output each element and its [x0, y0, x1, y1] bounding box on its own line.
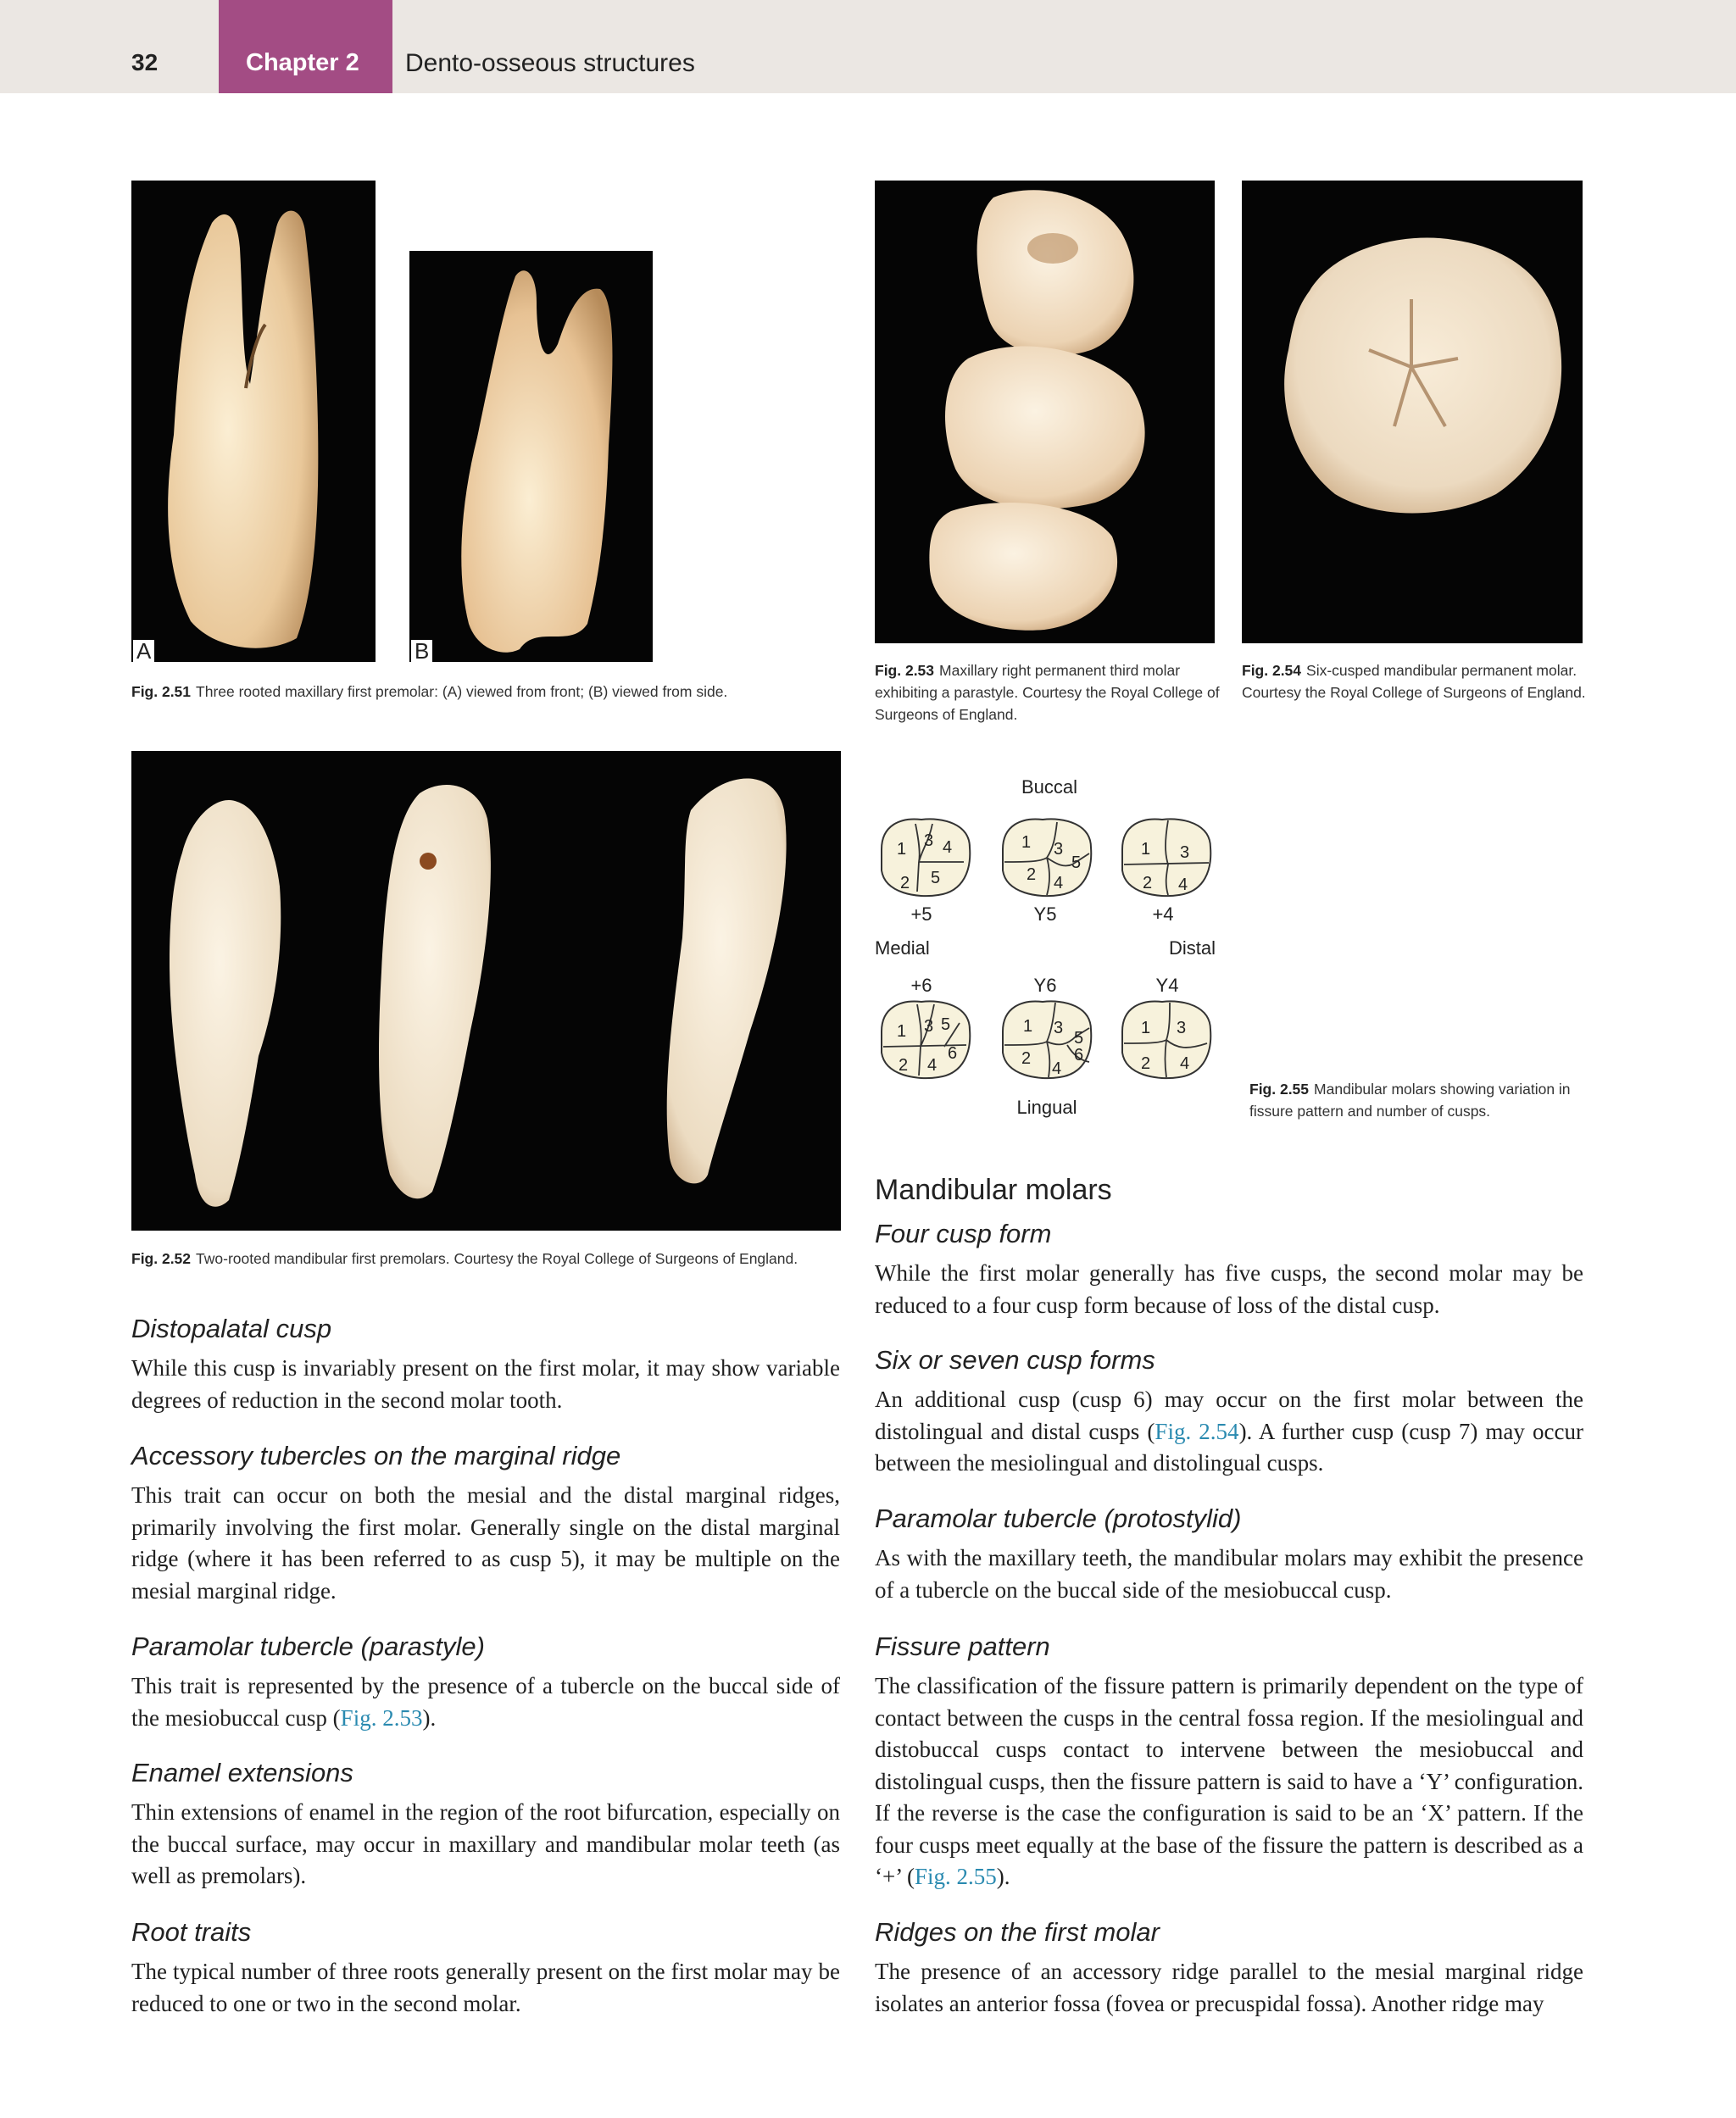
svg-text:2: 2 [899, 1056, 909, 1075]
six-cusped-molar-image [1242, 181, 1583, 643]
fig-2-54-photo [1242, 181, 1583, 643]
link-fig-2-55[interactable]: Fig. 2.55 [914, 1864, 997, 1889]
third-molar-image [875, 181, 1215, 643]
fig-2-52-caption [131, 1248, 843, 1270]
molar-diagram-plus5 [882, 819, 970, 896]
para-root-traits: The typical number of three roots generally present on the first molar may be reduced to one or two in the second molar. [131, 1959, 840, 2016]
fig-2-51-photo-b [409, 251, 653, 662]
svg-text:2: 2 [1027, 865, 1037, 884]
para-six-seven-cusp: An additional cusp (cusp 6) may occur on the first molar between the distolingual and distal cusps (Fig. 2.54). A further cusp (cusp 7) may occur between the mesiolingual and distolingual cusps. [875, 1387, 1583, 1476]
chapter-title: Dento-osseous structures [405, 49, 695, 77]
molar-diagram-y6 [1003, 1001, 1091, 1078]
pattern-label-y6: Y6 [1033, 975, 1057, 996]
svg-text:3: 3 [1054, 840, 1064, 859]
svg-text:1: 1 [1141, 840, 1151, 859]
svg-text:1: 1 [897, 840, 907, 859]
heading-accessory-tubercles: Accessory tubercles on the marginal ridge [131, 1441, 621, 1470]
molar-diagram-plus4 [1122, 819, 1210, 896]
pattern-label-y4: Y4 [1155, 975, 1179, 996]
heading-six-seven-cusp: Six or seven cusp forms [875, 1345, 1155, 1375]
running-header [0, 0, 1736, 93]
svg-text:3: 3 [1180, 843, 1190, 862]
link-fig-2-53[interactable]: Fig. 2.53 [340, 1704, 423, 1731]
heading-fissure-pattern: Fissure pattern [875, 1632, 1050, 1661]
svg-text:5: 5 [1074, 1029, 1084, 1048]
para-parastyle: This trait is represented by the presence of a tubercle on the buccal side of the mesiobuccal cusp (Fig. 2.53). [131, 1673, 840, 1731]
fig-2-52-caption-text: Two-rooted mandibular first premolars. Courtesy the Royal College of Surgeons of England. [196, 1250, 798, 1267]
fig-2-54-caption [1242, 659, 1589, 703]
fig-2-51-caption-text: Three rooted maxillary first premolar: (A) viewed from front; (B) viewed from side. [196, 683, 728, 700]
svg-text:1: 1 [1141, 1019, 1151, 1037]
buccal-label: Buccal [1021, 776, 1078, 798]
heading-enamel-extensions: Enamel extensions [131, 1758, 353, 1787]
para-ridges-first-molar: The presence of an accessory ridge parallel to the mesial marginal ridge isolates an anterior fossa (fovea or precuspidal fossa). Another ridge may [875, 1959, 1583, 2016]
chapter-tab [219, 0, 392, 93]
para-four-cusp-form: While the first molar generally has five cusps, the second molar may be reduced to a four cusp form because of loss of the distal cusp. [875, 1260, 1583, 1318]
molar-diagram-y5 [1003, 819, 1091, 896]
fig-2-55-label: Fig. 2.55 [1249, 1081, 1310, 1098]
fig-2-51-caption [131, 681, 776, 703]
heading-ridges-first-molar: Ridges on the first molar [875, 1917, 1160, 1947]
svg-text:3: 3 [924, 1017, 934, 1036]
para-distopalatal-cusp: While this cusp is invariably present on the first molar, it may show variable degrees of reduction in the second molar tooth. [131, 1355, 840, 1413]
premolar-front-image [131, 181, 376, 662]
fig-2-55-caption-text: Mandibular molars showing variation in fissure pattern and number of cusps. [1249, 1081, 1571, 1120]
svg-text:4: 4 [1180, 1054, 1190, 1073]
svg-text:2: 2 [1143, 874, 1153, 892]
fig-2-51-photo-a [131, 181, 376, 662]
svg-text:6: 6 [948, 1044, 958, 1063]
heading-root-traits: Root traits [131, 1917, 252, 1947]
medial-label: Medial [875, 937, 930, 959]
svg-text:4: 4 [943, 838, 953, 857]
svg-text:4: 4 [1054, 874, 1064, 892]
pattern-label-plus4: +4 [1152, 903, 1174, 925]
svg-text:3: 3 [1054, 1019, 1064, 1037]
svg-text:3: 3 [924, 831, 934, 850]
svg-text:1: 1 [1023, 1017, 1033, 1036]
svg-text:5: 5 [941, 1015, 951, 1034]
fig-2-53-caption-text: Maxillary right permanent third molar exhibiting a parastyle. Courtesy the Royal College of Surgeons of England. [875, 662, 1220, 723]
fig-2-52-photo [131, 751, 841, 1231]
svg-text:5: 5 [931, 869, 941, 887]
molar-diagram-plus6 [882, 1001, 970, 1078]
heading-parastyle: Paramolar tubercle (parastyle) [131, 1632, 485, 1661]
svg-text:1: 1 [897, 1022, 907, 1041]
fig-2-55-fissure-diagram [873, 773, 1229, 1129]
svg-text:5: 5 [1071, 853, 1082, 872]
svg-text:4: 4 [927, 1056, 938, 1075]
svg-text:2: 2 [1141, 1054, 1151, 1073]
heading-four-cusp-form: Four cusp form [875, 1219, 1052, 1248]
pattern-label-plus6: +6 [910, 975, 932, 996]
pattern-label-plus5: +5 [910, 903, 932, 925]
para-enamel-extensions: Thin extensions of enamel in the region of the root bifurcation, especially on the buccal surface, may occur in maxillary and mandibular molar teeth (as well as premolars). [131, 1799, 840, 1888]
mandibular-premolars-image [131, 751, 841, 1231]
para-accessory-tubercles: This trait can occur on both the mesial and the distal marginal ridges, primarily involving the first molar. Generally single on the distal marginal ridge (where it has been referred to as cusp 5), it may be multiple on the mesial marginal ridge. [131, 1482, 840, 1604]
fig-2-55-caption [1249, 1078, 1589, 1122]
heading-distopalatal-cusp: Distopalatal cusp [131, 1314, 332, 1343]
lingual-label: Lingual [1016, 1097, 1077, 1118]
svg-text:4: 4 [1052, 1059, 1062, 1078]
fig-2-54-label: Fig. 2.54 [1242, 662, 1302, 679]
fig-2-54-caption-text: Six-cusped mandibular permanent molar. Courtesy the Royal College of Surgeons of England. [1242, 662, 1586, 701]
premolar-side-image [409, 251, 653, 662]
chapter-label: Chapter 2 [246, 49, 359, 76]
svg-text:2: 2 [900, 874, 910, 892]
svg-text:1: 1 [1021, 833, 1032, 852]
distal-label: Distal [1168, 937, 1216, 959]
fig-2-52-label: Fig. 2.52 [131, 1250, 192, 1267]
link-fig-2-54[interactable]: Fig. 2.54 [1155, 1418, 1239, 1444]
pattern-label-y5: Y5 [1033, 903, 1057, 925]
fig-2-53-caption [875, 659, 1222, 725]
para-fissure-pattern: The classification of the fissure pattern is primarily dependent on the type of contact between the cusps in the central fossa region. If the mesiolingual and distobuccal cusps contact to intervene between the mesiobuccal and distolingual cusps, then the fissure pattern is said to have a ‘Y’ configuration. If the reverse is the case the configuration is said to be an ‘X’ pattern. If the four cusps meet equally at the base of the fissure the pattern is described as a ‘+’ (Fig. 2.55). [875, 1673, 1583, 1889]
section-title-mandibular-molars: Mandibular molars [875, 1174, 1112, 1206]
panel-letter-b: B [411, 640, 432, 662]
para-protostylid: As with the maxillary teeth, the mandibular molars may exhibit the presence of a tubercle on the buccal side of the mesiobuccal cusp. [875, 1545, 1583, 1603]
heading-protostylid: Paramolar tubercle (protostylid) [875, 1504, 1242, 1533]
fig-2-51-label: Fig. 2.51 [131, 683, 192, 700]
molar-diagram-y4 [1122, 1001, 1210, 1078]
fig-2-53-photo [875, 181, 1215, 643]
svg-text:3: 3 [1177, 1019, 1187, 1037]
fig-2-53-label: Fig. 2.53 [875, 662, 935, 679]
svg-text:2: 2 [1021, 1049, 1032, 1068]
svg-text:4: 4 [1178, 876, 1188, 894]
svg-text:6: 6 [1074, 1046, 1084, 1065]
page-number: 32 [131, 49, 159, 75]
panel-letter-a: A [133, 640, 154, 662]
